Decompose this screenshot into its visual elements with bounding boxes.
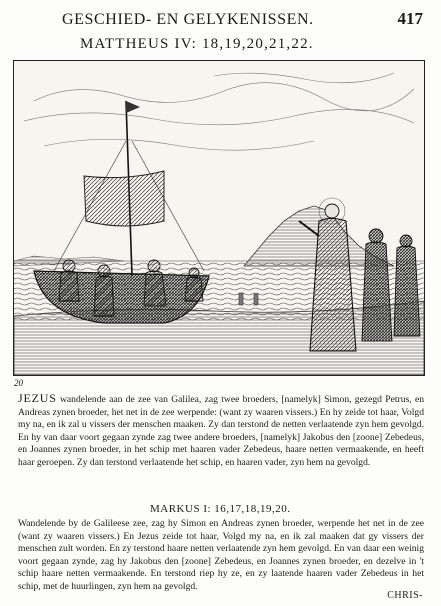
running-head: GESCHIED- EN GELYKENISSEN. bbox=[62, 11, 314, 28]
page-number: 417 bbox=[397, 9, 423, 28]
mark-reference: MARKUS I: 16,17,18,19,20. bbox=[150, 503, 291, 515]
boat-sail bbox=[84, 171, 164, 226]
engraving-illustration bbox=[14, 61, 424, 375]
chapter-reference: MATTHEUS IV: 18,19,20,21,22. bbox=[80, 36, 314, 52]
engraving-plate bbox=[13, 60, 425, 376]
plate-number: 20 bbox=[14, 378, 23, 388]
matthew-passage bbox=[18, 392, 424, 469]
catchword: CHRIS- bbox=[387, 590, 423, 601]
passage-lead-word: JEZUS bbox=[18, 391, 57, 405]
mark-passage: Wandelende by de Galileese zee, zag hy Simon en Andreas zynen broeder, werpende het net in de zee (want zy waaren vissers.) En Jezus zeide tot haar, Volgd my na, en ik zal maaken dat gy vissers der menschen zult worden. En zy terstond haare netten verlaatende zyn hem gevolgd. En van daar een weinig voort gegaan zynde, zag hy Jakobus den [zoone] Zebedeus, en Joannes zynen broeder, en dezelve in 't schip haare netten vermaakende. En terstond riep hy ze, en zy laatende haaren vader Zebedeus in het schip, met de huurlingen, zyn hem na gevolgd. bbox=[18, 518, 424, 592]
passage-text: wandelende aan de zee van Galilea, zag twee broeders, [namelyk] Simon, gezegd Petrus, en Andreas zynen broeder, het net in de zee werpende: (want zy waaren vissers.) En hy zeide tot haar, Volgd my na, en ik zal u vissers der menschen maaken. Zy dan terstond de netten verlaatende zyn hem gevolgd. En hy van daar voort gegaan zynde zag twee andere broeders, [namelyk] Jakobus den [zoone] Zebedeus, en Joannes zynen broeder, in het schip met haaren vader Zebedeus, haare netten vermaakende, en heeft haar geroepen. Zy dan terstond verlaatende het schip, en haaren vader, zyn hem na gevolgd. bbox=[18, 394, 424, 468]
